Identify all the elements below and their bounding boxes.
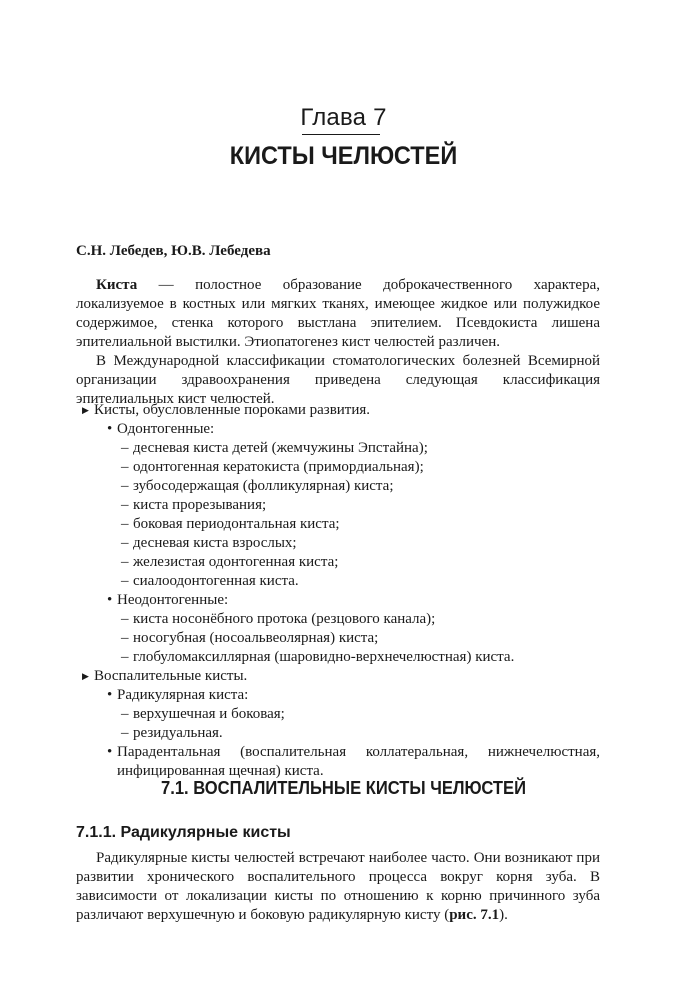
chapter-label: Глава 7 <box>300 104 387 131</box>
list-item <box>76 724 600 743</box>
intro-paragraph-1-text: — полостное образование доброкачественного характера, локализуемое в костных или мягких тканях, имеющее жидкое или полужидкое содержимое, стенка которого выстлана эпителием. Псевдокиста лишена эпителиальной выстилки. Этиопатогенез кист челюстей различен. <box>76 277 600 350</box>
list-item-text: киста прорезывания; <box>133 497 267 513</box>
subgroup-label: Неодонтогенные: <box>117 592 229 608</box>
list-item-text: сиалоодонтогенная киста. <box>133 573 299 589</box>
subgroup-label: Радикулярная киста: <box>117 687 249 703</box>
triangle-bullet-icon: ▶ <box>82 671 89 681</box>
list-item-text: десневая киста взрослых; <box>133 535 297 551</box>
list-item <box>76 610 600 629</box>
list-item-text: киста носонёбного протока (резцового канала); <box>133 611 436 627</box>
section-paragraph <box>76 849 600 925</box>
intro-paragraph-1 <box>76 276 600 352</box>
list-item-text: боковая периодонтальная киста; <box>133 516 340 532</box>
intro-text <box>76 276 600 409</box>
subsection-title: 7.1.1. Радикулярные кисты <box>76 824 291 841</box>
list-item <box>76 477 600 496</box>
list-item-subgroup <box>76 591 600 610</box>
section-paragraph-end: ). <box>499 907 508 923</box>
classification-list <box>76 401 600 781</box>
dash-icon: – <box>121 478 129 494</box>
list-item-text: глобуломаксиллярная (шаровидно-верхнечелюстная) киста. <box>133 649 515 665</box>
list-item <box>76 515 600 534</box>
dash-icon: – <box>121 573 129 589</box>
group-label: Кисты, обусловленные пороками развития. <box>94 402 371 418</box>
triangle-bullet-icon: ▶ <box>82 405 89 415</box>
list-item-text: верхушечная и боковая; <box>133 706 285 722</box>
list-item <box>76 534 600 553</box>
section-body <box>76 849 600 925</box>
list-item-text: одонтогенная кератокиста (примордиальная); <box>133 459 424 475</box>
list-item-group <box>76 667 600 686</box>
section-paragraph-text: Радикулярные кисты челюстей встречают наиболее часто. Они возникают при развитии хронического воспалительного процесса вокруг корня зуба. В зависимости от локализации кисты по отношению к корню причинного зуба различают верхушечную и боковую радикулярную кисту ( <box>76 850 600 923</box>
intro-paragraph-2: В Международной классификации стоматологических болезней Всемирной организации здравоохранения приведена следующая классификация эпителиальных кист челюстей. <box>76 353 600 407</box>
dash-icon: – <box>121 459 129 475</box>
bullet-icon: • <box>107 421 113 437</box>
dash-icon: – <box>121 440 129 456</box>
authors: С.Н. Лебедев, Ю.В. Лебедева <box>76 243 271 259</box>
figure-reference: рис. 7.1 <box>449 907 500 923</box>
bullet-icon: • <box>107 744 113 760</box>
list-item-text: носогубная (носоальвеолярная) киста; <box>133 630 379 646</box>
list-item-text: зубосодержащая (фолликулярная) киста; <box>133 478 394 494</box>
section-title: 7.1. ВОСПАЛИТЕЛЬНЫЕ КИСТЫ ЧЕЛЮСТЕЙ <box>161 778 526 798</box>
list-item-subgroup <box>76 686 600 705</box>
dash-icon: – <box>121 725 129 741</box>
term-cyst: Киста <box>96 277 138 293</box>
dash-icon: – <box>121 649 129 665</box>
list-item <box>76 705 600 724</box>
list-item <box>76 458 600 477</box>
bullet-icon: • <box>107 687 113 703</box>
list-item-text: резидуальная. <box>133 725 223 741</box>
dash-icon: – <box>121 535 129 551</box>
list-item <box>76 629 600 648</box>
list-item <box>76 572 600 591</box>
chapter-underline <box>302 134 380 135</box>
dash-icon: – <box>121 706 129 722</box>
group-label: Воспалительные кисты. <box>94 668 248 684</box>
dash-icon: – <box>121 497 129 513</box>
list-item <box>76 553 600 572</box>
list-item-subgroup <box>76 420 600 439</box>
subgroup-label: Парадентальная (воспалительная коллатеральная, нижнечелюстная, инфицированная щечная) киста. <box>117 744 600 779</box>
bullet-icon: • <box>107 592 113 608</box>
chapter-title: КИСТЫ ЧЕЛЮСТЕЙ <box>229 142 458 170</box>
dash-icon: – <box>121 516 129 532</box>
list-item <box>76 496 600 515</box>
list-item-group <box>76 401 600 420</box>
dash-icon: – <box>121 554 129 570</box>
list-item <box>76 439 600 458</box>
list-item <box>76 648 600 667</box>
subgroup-label: Одонтогенные: <box>117 421 215 437</box>
list-item-text: железистая одонтогенная киста; <box>133 554 339 570</box>
dash-icon: – <box>121 611 129 627</box>
dash-icon: – <box>121 630 129 646</box>
list-item-text: десневая киста детей (жемчужины Эпстайна); <box>133 440 428 456</box>
